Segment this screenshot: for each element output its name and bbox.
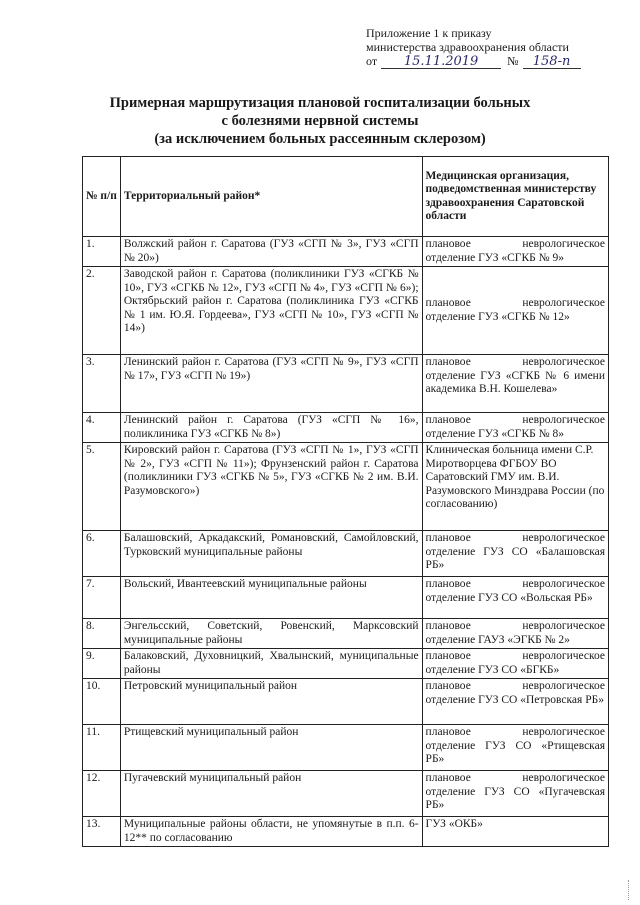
row-organization: плановое неврологическое отделение ГУЗ СО «Петровская РБ» [422, 679, 608, 725]
order-reference [366, 54, 628, 69]
table-header-row [83, 157, 609, 237]
row-number: 11. [83, 725, 121, 771]
row-organization: плановое неврологическое отделение ГУЗ «СГКБ № 6 имени академика В.Н. Кошелева» [422, 355, 608, 413]
row-district: Ленинский район г. Саратова (ГУЗ «СГП № 16», поликлиника ГУЗ «СГКБ № 8») [120, 413, 422, 443]
row-organization: плановое неврологическое отделение ГУЗ СО «Пугачевская РБ» [422, 771, 608, 817]
row-number: 8. [83, 619, 121, 649]
table-row [83, 267, 609, 355]
row-number: 9. [83, 649, 121, 679]
row-organization: плановое неврологическое отделение ГУЗ СО «Балашовская РБ» [422, 531, 608, 577]
order-number-label: № [507, 54, 519, 68]
header-number: № п/п [83, 157, 121, 237]
row-district: Вольский, Ивантеевский муниципальные районы [120, 577, 422, 619]
row-district: Кировский район г. Саратова (ГУЗ «СГП № 1», ГУЗ «СГП № 2», ГУЗ «СГП № 11»); Фрунзенский район г. Саратова (поликлиники ГУЗ «СГКБ № 5», ГУЗ «СГКБ № 2 им. В.И. Разумовского») [120, 443, 422, 531]
document-title [90, 94, 550, 148]
row-number: 4. [83, 413, 121, 443]
row-organization: плановое неврологическое отделение ГАУЗ «ЭГКБ № 2» [422, 619, 608, 649]
row-district: Ленинский район г. Саратова (ГУЗ «СГП № 9», ГУЗ «СГП № 17», ГУЗ «СГП № 19») [120, 355, 422, 413]
row-organization: плановое неврологическое отделение ГУЗ СО «БГКБ» [422, 649, 608, 679]
row-district: Ртищевский муниципальный район [120, 725, 422, 771]
row-organization: ГУЗ «ОКБ» [422, 817, 608, 847]
row-organization: плановое неврологическое отделение ГУЗ СО «Ртищевская РБ» [422, 725, 608, 771]
row-district: Волжский район г. Саратова (ГУЗ «СГП № 3», ГУЗ «СГП № 20») [120, 237, 422, 267]
title-line-3: (за исключением больных рассеянным склерозом) [154, 131, 486, 147]
row-district: Балаковский, Духовницкий, Хвалынский, муниципальные районы [120, 649, 422, 679]
row-number: 5. [83, 443, 121, 531]
order-number: 158-п [523, 56, 581, 69]
row-number: 6. [83, 531, 121, 577]
row-district: Балашовский, Аркадакский, Романовский, Самойловский, Турковский муниципальные районы [120, 531, 422, 577]
table-row [83, 237, 609, 267]
table-row [83, 679, 609, 725]
row-district: Энгельсский, Советский, Ровенский, Марксовский муниципальные районы [120, 619, 422, 649]
table-row [83, 413, 609, 443]
routing-table [82, 156, 609, 847]
table-row [83, 771, 609, 817]
row-number: 10. [83, 679, 121, 725]
row-district: Петровский муниципальный район [120, 679, 422, 725]
row-district: Пугачевский муниципальный район [120, 771, 422, 817]
title-line-2: с болезнями нервной системы [221, 113, 419, 129]
row-number: 2. [83, 267, 121, 355]
row-number: 1. [83, 237, 121, 267]
appendix-line-1: Приложение 1 к приказу [366, 26, 492, 40]
row-organization: плановое неврологическое отделение ГУЗ «СГКБ № 9» [422, 237, 608, 267]
header-territorial-district: Территориальный район* [120, 157, 422, 237]
row-district: Заводской район г. Саратова (поликлиники ГУЗ «СГКБ № 10», ГУЗ «СГКБ № 12», ГУЗ «СГП № 4», ГУЗ «СГП № 6»); Октябрьский район г. Саратова (поликлиника ГУЗ «СГКБ № 1 им. Ю.Я. Гордеева», ГУЗ «СГП № 10», ГУЗ «СГП № 14») [120, 267, 422, 355]
row-number: 3. [83, 355, 121, 413]
table-row [83, 817, 609, 847]
margin-mark [628, 880, 635, 900]
row-organization: плановое неврологическое отделение ГУЗ СО «Вольская РБ» [422, 577, 608, 619]
table-row [83, 355, 609, 413]
row-district: Муниципальные районы области, не упомянутые в п.п. 6-12** по согласованию [120, 817, 422, 847]
row-number: 12. [83, 771, 121, 817]
row-number: 7. [83, 577, 121, 619]
row-organization: плановое неврологическое отделение ГУЗ «СГКБ № 8» [422, 413, 608, 443]
table-row [83, 577, 609, 619]
row-number: 13. [83, 817, 121, 847]
appendix-header [366, 26, 628, 69]
table-row [83, 531, 609, 577]
table-row [83, 619, 609, 649]
order-date: 15.11.2019 [381, 56, 501, 69]
row-organization: плановое неврологическое отделение ГУЗ «СГКБ № 12» [422, 267, 608, 355]
table-row [83, 725, 609, 771]
title-line-1: Примерная маршрутизация плановой госпитализации больных [109, 95, 531, 111]
order-from-label: от [366, 54, 378, 68]
row-organization: Клиническая больница имени С.Р. Миротворцева ФГБОУ ВО Саратовский ГМУ им. В.И. Разумовского Минздрава России (по согласованию) [422, 443, 608, 531]
table-row [83, 649, 609, 679]
appendix-line-2: министерства здравоохранения области [366, 40, 569, 54]
table-row [83, 443, 609, 531]
header-medical-organization: Медицинская организация, подведомственная министерству здравоохранения Саратовской области [422, 157, 608, 237]
